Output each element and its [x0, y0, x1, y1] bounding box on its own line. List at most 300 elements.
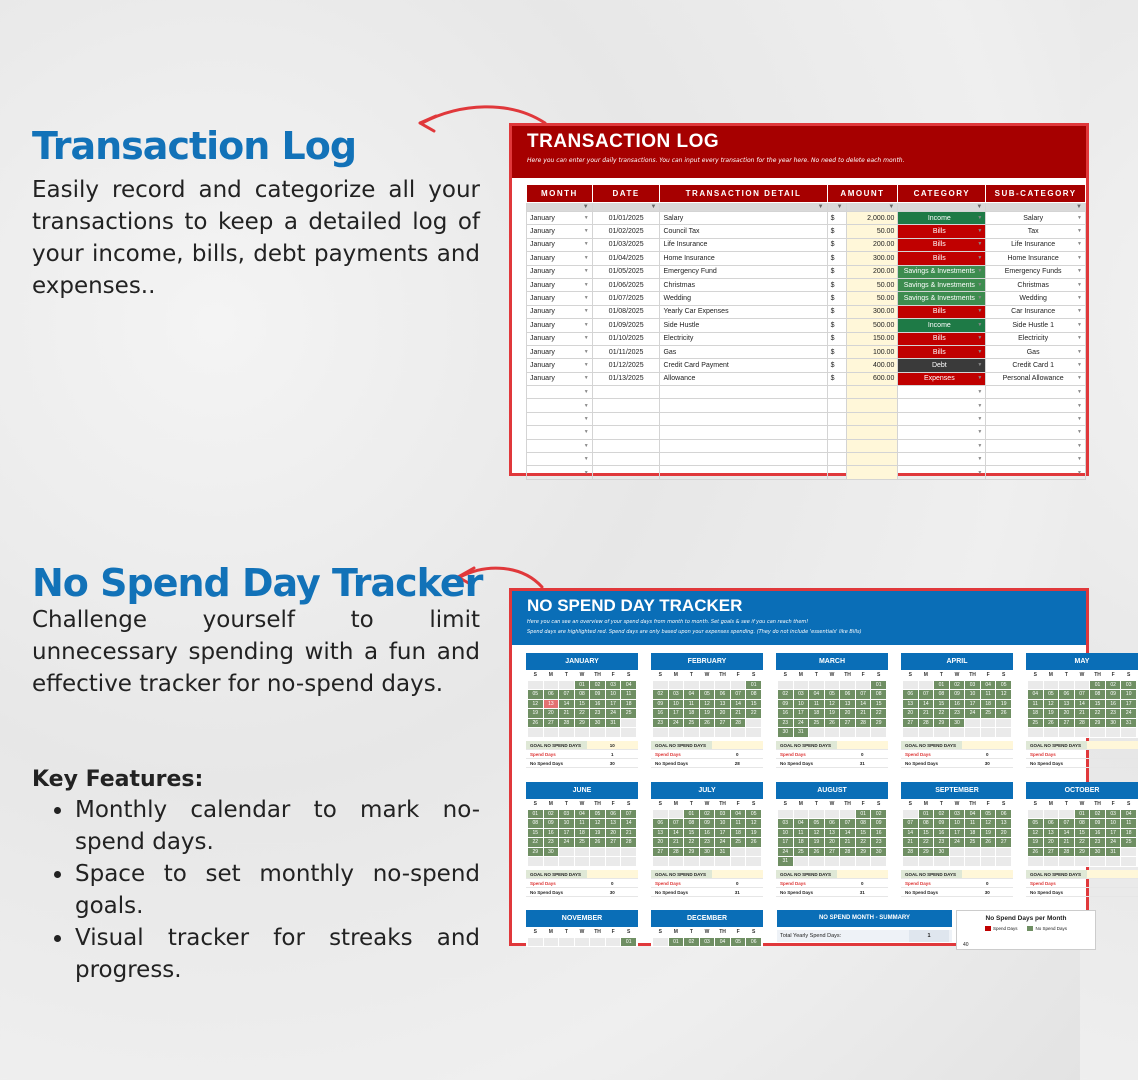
calendar-day[interactable]: 13: [653, 829, 668, 838]
calendar-day[interactable]: 14: [669, 829, 684, 838]
cell-subcategory[interactable]: [986, 278, 1086, 291]
calendar-day[interactable]: 08: [871, 690, 886, 699]
calendar-day[interactable]: 06: [715, 690, 730, 699]
calendar-empty-day[interactable]: [825, 810, 840, 819]
calendar-empty-day[interactable]: [1059, 728, 1074, 737]
calendar-day[interactable]: 25: [621, 709, 636, 718]
cell-month[interactable]: [527, 238, 593, 251]
calendar-day[interactable]: 01: [919, 810, 934, 819]
cell-currency[interactable]: [827, 212, 846, 225]
calendar-day[interactable]: 01: [1090, 681, 1105, 690]
empty-cell[interactable]: [592, 453, 660, 466]
calendar-day[interactable]: 03: [715, 810, 730, 819]
calendar-day[interactable]: 02: [778, 690, 793, 699]
calendar-empty-day[interactable]: [778, 681, 793, 690]
calendar-day[interactable]: 18: [1121, 829, 1136, 838]
calendar-day[interactable]: 23: [950, 709, 965, 718]
chevron-down-icon[interactable]: ▼: [977, 214, 983, 221]
chevron-down-icon[interactable]: ▼: [583, 456, 589, 463]
empty-cell[interactable]: [986, 399, 1086, 412]
calendar-day[interactable]: 09: [934, 819, 949, 828]
empty-cell[interactable]: [592, 466, 660, 479]
calendar-day[interactable]: 09: [590, 690, 605, 699]
cell-detail[interactable]: [660, 238, 827, 251]
chevron-down-icon[interactable]: ▼: [977, 429, 983, 436]
cell-month[interactable]: [527, 278, 593, 291]
cell-detail[interactable]: [660, 225, 827, 238]
calendar-day[interactable]: 29: [1090, 719, 1105, 728]
calendar-empty-day[interactable]: [590, 848, 605, 857]
chevron-down-icon[interactable]: ▼: [977, 402, 983, 409]
cell-date[interactable]: [592, 345, 660, 358]
calendar-day[interactable]: 15: [934, 700, 949, 709]
calendar-day[interactable]: 21: [621, 829, 636, 838]
calendar-empty-day[interactable]: [575, 848, 590, 857]
calendar-day[interactable]: 17: [1106, 829, 1121, 838]
calendar-day[interactable]: 23: [544, 838, 559, 847]
calendar-day[interactable]: 18: [809, 709, 824, 718]
calendar-day[interactable]: 20: [606, 829, 621, 838]
chevron-down-icon[interactable]: ▼: [583, 402, 589, 409]
empty-cell[interactable]: [898, 426, 986, 439]
calendar-day[interactable]: 03: [965, 681, 980, 690]
calendar-day[interactable]: 04: [715, 938, 730, 947]
empty-cell[interactable]: [827, 439, 846, 452]
calendar-day[interactable]: 06: [840, 690, 855, 699]
calendar-day[interactable]: 17: [669, 709, 684, 718]
calendar-day[interactable]: 06: [544, 690, 559, 699]
calendar-empty-day[interactable]: [684, 681, 699, 690]
empty-row[interactable]: [527, 426, 1086, 439]
calendar-day[interactable]: 25: [794, 848, 809, 857]
calendar-empty-day[interactable]: [794, 857, 809, 866]
calendar-day[interactable]: 26: [590, 838, 605, 847]
calendar-day[interactable]: 02: [544, 810, 559, 819]
chevron-down-icon[interactable]: ▼: [977, 254, 983, 261]
calendar-day[interactable]: 24: [1121, 709, 1136, 718]
calendar-day[interactable]: 05: [1028, 819, 1043, 828]
calendar-day[interactable]: 25: [731, 838, 746, 847]
calendar-day[interactable]: 26: [809, 848, 824, 857]
calendar-empty-day[interactable]: [590, 857, 605, 866]
cell-detail[interactable]: [660, 305, 827, 318]
empty-cell[interactable]: [986, 426, 1086, 439]
calendar-empty-day[interactable]: [669, 681, 684, 690]
calendar-day[interactable]: 23: [1090, 838, 1105, 847]
chevron-down-icon[interactable]: ▼: [1077, 308, 1082, 315]
calendar-empty-day[interactable]: [669, 728, 684, 737]
cell-subcategory[interactable]: [986, 238, 1086, 251]
calendar-day[interactable]: 25: [1028, 719, 1043, 728]
cell-date[interactable]: [592, 359, 660, 372]
empty-cell[interactable]: [898, 399, 986, 412]
calendar-day[interactable]: 20: [715, 709, 730, 718]
calendar-day[interactable]: 22: [684, 838, 699, 847]
calendar-empty-day[interactable]: [809, 810, 824, 819]
calendar-day[interactable]: 16: [653, 709, 668, 718]
cell-category[interactable]: [898, 252, 986, 265]
chevron-down-icon[interactable]: ▼: [583, 268, 589, 275]
calendar-day[interactable]: 11: [575, 819, 590, 828]
calendar-empty-day[interactable]: [715, 857, 730, 866]
calendar-day[interactable]: 12: [746, 819, 761, 828]
calendar-day[interactable]: 10: [1106, 819, 1121, 828]
calendar-empty-day[interactable]: [544, 681, 559, 690]
table-row[interactable]: [527, 332, 1086, 345]
chevron-down-icon[interactable]: ▼: [977, 241, 983, 248]
cell-category[interactable]: [898, 225, 986, 238]
calendar-day[interactable]: 14: [1075, 700, 1090, 709]
empty-cell[interactable]: [827, 412, 846, 425]
calendar-day[interactable]: 26: [981, 838, 996, 847]
calendar-day[interactable]: 21: [1075, 709, 1090, 718]
calendar-empty-day[interactable]: [1028, 728, 1043, 737]
calendar-empty-day[interactable]: [809, 681, 824, 690]
chevron-down-icon[interactable]: ▼: [977, 442, 983, 449]
calendar-empty-day[interactable]: [1044, 728, 1059, 737]
cell-subcategory[interactable]: [986, 212, 1086, 225]
chevron-down-icon[interactable]: ▼: [1077, 295, 1082, 302]
calendar-day[interactable]: 29: [684, 848, 699, 857]
calendar-day[interactable]: 23: [778, 719, 793, 728]
chevron-down-icon[interactable]: ▼: [1077, 361, 1082, 368]
calendar-empty-day[interactable]: [856, 728, 871, 737]
cell-month[interactable]: [527, 292, 593, 305]
empty-cell[interactable]: [986, 466, 1086, 479]
chevron-down-icon[interactable]: ▼: [1077, 416, 1082, 423]
calendar-empty-day[interactable]: [934, 857, 949, 866]
calendar-day[interactable]: 04: [809, 690, 824, 699]
calendar-day[interactable]: 03: [1106, 810, 1121, 819]
cell-subcategory[interactable]: [986, 345, 1086, 358]
chevron-down-icon[interactable]: ▼: [977, 469, 983, 476]
cell-date[interactable]: [592, 292, 660, 305]
calendar-day[interactable]: 16: [1090, 829, 1105, 838]
empty-cell[interactable]: [660, 386, 827, 399]
calendar-day[interactable]: 02: [653, 690, 668, 699]
calendar-day[interactable]: 15: [528, 829, 543, 838]
calendar-day[interactable]: 21: [840, 838, 855, 847]
calendar-day[interactable]: 10: [794, 700, 809, 709]
calendar-empty-day[interactable]: [934, 728, 949, 737]
calendar-day[interactable]: 24: [559, 838, 574, 847]
table-row[interactable]: [527, 265, 1086, 278]
calendar-day[interactable]: 20: [1044, 838, 1059, 847]
filter-dropdown[interactable]: ▼: [660, 203, 827, 212]
calendar-day[interactable]: 16: [700, 829, 715, 838]
calendar-day[interactable]: 19: [1028, 838, 1043, 847]
cell-category[interactable]: [898, 278, 986, 291]
chevron-down-icon[interactable]: ▼: [1077, 281, 1082, 288]
calendar-day[interactable]: 12: [590, 819, 605, 828]
calendar-day[interactable]: 03: [559, 810, 574, 819]
calendar-empty-day[interactable]: [1059, 810, 1074, 819]
calendar-day[interactable]: 16: [934, 829, 949, 838]
calendar-day[interactable]: 24: [715, 838, 730, 847]
calendar-day[interactable]: 13: [1044, 829, 1059, 838]
calendar-day[interactable]: 19: [700, 709, 715, 718]
calendar-empty-day[interactable]: [544, 938, 559, 947]
calendar-empty-day[interactable]: [559, 681, 574, 690]
chevron-down-icon[interactable]: ▼: [583, 308, 589, 315]
chevron-down-icon[interactable]: ▼: [1077, 268, 1082, 275]
calendar-day[interactable]: 28: [919, 719, 934, 728]
calendar-day[interactable]: 24: [950, 838, 965, 847]
cell-detail[interactable]: [660, 359, 827, 372]
calendar-day[interactable]: 06: [746, 938, 761, 947]
cell-date[interactable]: [592, 305, 660, 318]
calendar-day[interactable]: 05: [731, 938, 746, 947]
calendar-day[interactable]: 23: [590, 709, 605, 718]
chevron-down-icon[interactable]: ▼: [977, 375, 983, 382]
calendar-day[interactable]: 28: [669, 848, 684, 857]
calendar-day[interactable]: 16: [590, 700, 605, 709]
chevron-down-icon[interactable]: ▼: [1077, 228, 1082, 235]
calendar-empty-day[interactable]: [731, 728, 746, 737]
calendar-day[interactable]: 27: [1059, 719, 1074, 728]
calendar-day[interactable]: 17: [606, 700, 621, 709]
cell-currency[interactable]: [827, 225, 846, 238]
cell-date[interactable]: [592, 252, 660, 265]
cell-currency[interactable]: [827, 305, 846, 318]
calendar-day[interactable]: 15: [856, 829, 871, 838]
cell-amount[interactable]: [846, 319, 898, 332]
calendar-day[interactable]: 15: [746, 700, 761, 709]
calendar-day[interactable]: 24: [606, 709, 621, 718]
calendar-empty-day[interactable]: [1075, 728, 1090, 737]
goal-value[interactable]: [712, 870, 763, 878]
calendar-day[interactable]: 31: [1106, 848, 1121, 857]
calendar-day[interactable]: 13: [1059, 700, 1074, 709]
calendar-day[interactable]: 21: [731, 709, 746, 718]
cell-category[interactable]: [898, 345, 986, 358]
table-row[interactable]: [527, 345, 1086, 358]
cell-detail[interactable]: [660, 372, 827, 385]
calendar-empty-day[interactable]: [575, 728, 590, 737]
goal-value[interactable]: [712, 741, 763, 749]
calendar-day[interactable]: 07: [559, 690, 574, 699]
calendar-empty-day[interactable]: [1059, 857, 1074, 866]
chevron-down-icon[interactable]: ▼: [977, 295, 983, 302]
calendar-day[interactable]: 06: [825, 819, 840, 828]
calendar-day[interactable]: 22: [1075, 838, 1090, 847]
calendar-day[interactable]: 10: [669, 700, 684, 709]
calendar-day[interactable]: 07: [669, 819, 684, 828]
calendar-empty-day[interactable]: [981, 728, 996, 737]
calendar-day[interactable]: 21: [1059, 838, 1074, 847]
calendar-day[interactable]: 08: [528, 819, 543, 828]
goal-value[interactable]: [1087, 870, 1138, 878]
calendar-day[interactable]: 03: [669, 690, 684, 699]
calendar-day[interactable]: 11: [1028, 700, 1043, 709]
calendar-day[interactable]: 30: [544, 848, 559, 857]
cell-date[interactable]: [592, 225, 660, 238]
calendar-day[interactable]: 22: [856, 838, 871, 847]
chevron-down-icon[interactable]: ▼: [977, 416, 983, 423]
calendar-empty-day[interactable]: [1028, 810, 1043, 819]
calendar-empty-day[interactable]: [1075, 681, 1090, 690]
goal-value[interactable]: [962, 741, 1013, 749]
calendar-empty-day[interactable]: [919, 857, 934, 866]
calendar-day[interactable]: 28: [731, 719, 746, 728]
calendar-day[interactable]: 03: [700, 938, 715, 947]
calendar-day[interactable]: 03: [794, 690, 809, 699]
cell-currency[interactable]: [827, 319, 846, 332]
chevron-down-icon[interactable]: ▼: [1077, 469, 1082, 476]
cell-currency[interactable]: [827, 359, 846, 372]
calendar-day[interactable]: 08: [575, 690, 590, 699]
cell-amount[interactable]: [846, 292, 898, 305]
calendar-empty-day[interactable]: [653, 681, 668, 690]
cell-detail[interactable]: [660, 265, 827, 278]
calendar-day[interactable]: 16: [544, 829, 559, 838]
calendar-empty-day[interactable]: [1044, 681, 1059, 690]
calendar-day[interactable]: 30: [934, 848, 949, 857]
empty-row[interactable]: [527, 453, 1086, 466]
cell-category[interactable]: [898, 292, 986, 305]
table-row[interactable]: [527, 305, 1086, 318]
calendar-day[interactable]: 19: [809, 838, 824, 847]
calendar-day[interactable]: 20: [653, 838, 668, 847]
empty-cell[interactable]: [527, 453, 593, 466]
calendar-empty-day[interactable]: [559, 938, 574, 947]
calendar-empty-day[interactable]: [996, 719, 1011, 728]
cell-amount[interactable]: [846, 332, 898, 345]
calendar-day[interactable]: 01: [669, 938, 684, 947]
chevron-down-icon[interactable]: ▼: [583, 416, 589, 423]
filter-row[interactable]: [527, 203, 1086, 212]
calendar-day[interactable]: 26: [825, 719, 840, 728]
cell-subcategory[interactable]: [986, 292, 1086, 305]
calendar-day[interactable]: 23: [700, 838, 715, 847]
cell-category[interactable]: [898, 212, 986, 225]
calendar-empty-day[interactable]: [981, 719, 996, 728]
calendar-day[interactable]: 17: [715, 829, 730, 838]
calendar-day[interactable]: 22: [1090, 709, 1105, 718]
calendar-empty-day[interactable]: [621, 857, 636, 866]
calendar-day[interactable]: 12: [700, 700, 715, 709]
calendar-day[interactable]: 12: [809, 829, 824, 838]
cell-amount[interactable]: [846, 278, 898, 291]
goal-value[interactable]: [837, 870, 888, 878]
calendar-day[interactable]: 14: [903, 829, 918, 838]
calendar-day[interactable]: 18: [981, 700, 996, 709]
cell-detail[interactable]: [660, 345, 827, 358]
empty-cell[interactable]: [527, 399, 593, 412]
calendar-day[interactable]: 05: [996, 681, 1011, 690]
chevron-down-icon[interactable]: ▼: [583, 361, 589, 368]
calendar-day[interactable]: 14: [840, 829, 855, 838]
filter-dropdown[interactable]: ▼: [827, 203, 846, 212]
calendar-day[interactable]: 17: [794, 709, 809, 718]
calendar-day[interactable]: 04: [1121, 810, 1136, 819]
chevron-down-icon[interactable]: ▼: [583, 335, 589, 342]
filter-dropdown[interactable]: ▼: [846, 203, 898, 212]
cell-currency[interactable]: [827, 252, 846, 265]
cell-date[interactable]: [592, 372, 660, 385]
calendar-day[interactable]: 05: [981, 810, 996, 819]
cell-month[interactable]: [527, 265, 593, 278]
cell-amount[interactable]: [846, 265, 898, 278]
calendar-day[interactable]: 31: [794, 728, 809, 737]
calendar-empty-day[interactable]: [981, 857, 996, 866]
empty-cell[interactable]: [660, 426, 827, 439]
calendar-empty-day[interactable]: [871, 728, 886, 737]
chevron-down-icon[interactable]: ▼: [977, 361, 983, 368]
calendar-empty-day[interactable]: [731, 848, 746, 857]
calendar-day[interactable]: 01: [746, 681, 761, 690]
calendar-day[interactable]: 09: [871, 819, 886, 828]
calendar-empty-day[interactable]: [794, 681, 809, 690]
table-row[interactable]: [527, 319, 1086, 332]
calendar-day[interactable]: 02: [700, 810, 715, 819]
cell-category[interactable]: [898, 305, 986, 318]
chevron-down-icon[interactable]: ▼: [977, 308, 983, 315]
calendar-day[interactable]: 14: [559, 700, 574, 709]
calendar-day[interactable]: 13: [840, 700, 855, 709]
cell-category[interactable]: [898, 319, 986, 332]
chevron-down-icon[interactable]: ▼: [1077, 456, 1082, 463]
calendar-day[interactable]: 01: [528, 810, 543, 819]
calendar-day[interactable]: 15: [575, 700, 590, 709]
calendar-day[interactable]: 07: [903, 819, 918, 828]
calendar-day[interactable]: 27: [840, 719, 855, 728]
calendar-day[interactable]: 31: [715, 848, 730, 857]
calendar-day[interactable]: 12: [996, 690, 1011, 699]
calendar-day[interactable]: 10: [559, 819, 574, 828]
calendar-day[interactable]: 18: [621, 700, 636, 709]
calendar-empty-day[interactable]: [840, 728, 855, 737]
calendar-day[interactable]: 10: [950, 819, 965, 828]
calendar-empty-day[interactable]: [575, 938, 590, 947]
calendar-day[interactable]: 12: [1028, 829, 1043, 838]
cell-currency[interactable]: [827, 332, 846, 345]
calendar-day[interactable]: 22: [575, 709, 590, 718]
calendar-day[interactable]: 12: [981, 819, 996, 828]
calendar-day[interactable]: 17: [950, 829, 965, 838]
calendar-day[interactable]: 08: [684, 819, 699, 828]
chevron-down-icon[interactable]: ▼: [583, 228, 589, 235]
table-row[interactable]: [527, 292, 1086, 305]
calendar-day[interactable]: 15: [871, 700, 886, 709]
calendar-day[interactable]: 29: [575, 719, 590, 728]
calendar-day[interactable]: 05: [700, 690, 715, 699]
calendar-day[interactable]: 03: [1121, 681, 1136, 690]
calendar-day[interactable]: 07: [621, 810, 636, 819]
calendar-day[interactable]: 08: [746, 690, 761, 699]
calendar-empty-day[interactable]: [996, 857, 1011, 866]
empty-row[interactable]: [527, 399, 1086, 412]
chevron-down-icon[interactable]: ▼: [1077, 442, 1082, 449]
table-row[interactable]: [527, 372, 1086, 385]
calendar-day[interactable]: 12: [528, 700, 543, 709]
chevron-down-icon[interactable]: ▼: [977, 335, 983, 342]
table-row[interactable]: [527, 359, 1086, 372]
calendar-day[interactable]: 19: [746, 829, 761, 838]
empty-row[interactable]: [527, 439, 1086, 452]
calendar-day[interactable]: 01: [871, 681, 886, 690]
chevron-down-icon[interactable]: ▼: [583, 375, 589, 382]
calendar-empty-day[interactable]: [684, 728, 699, 737]
goal-value[interactable]: [962, 870, 1013, 878]
calendar-day[interactable]: 07: [1059, 819, 1074, 828]
calendar-day[interactable]: 29: [871, 719, 886, 728]
calendar-empty-day[interactable]: [684, 857, 699, 866]
cell-month[interactable]: [527, 252, 593, 265]
table-row[interactable]: [527, 252, 1086, 265]
calendar-empty-day[interactable]: [731, 857, 746, 866]
cell-date[interactable]: [592, 332, 660, 345]
